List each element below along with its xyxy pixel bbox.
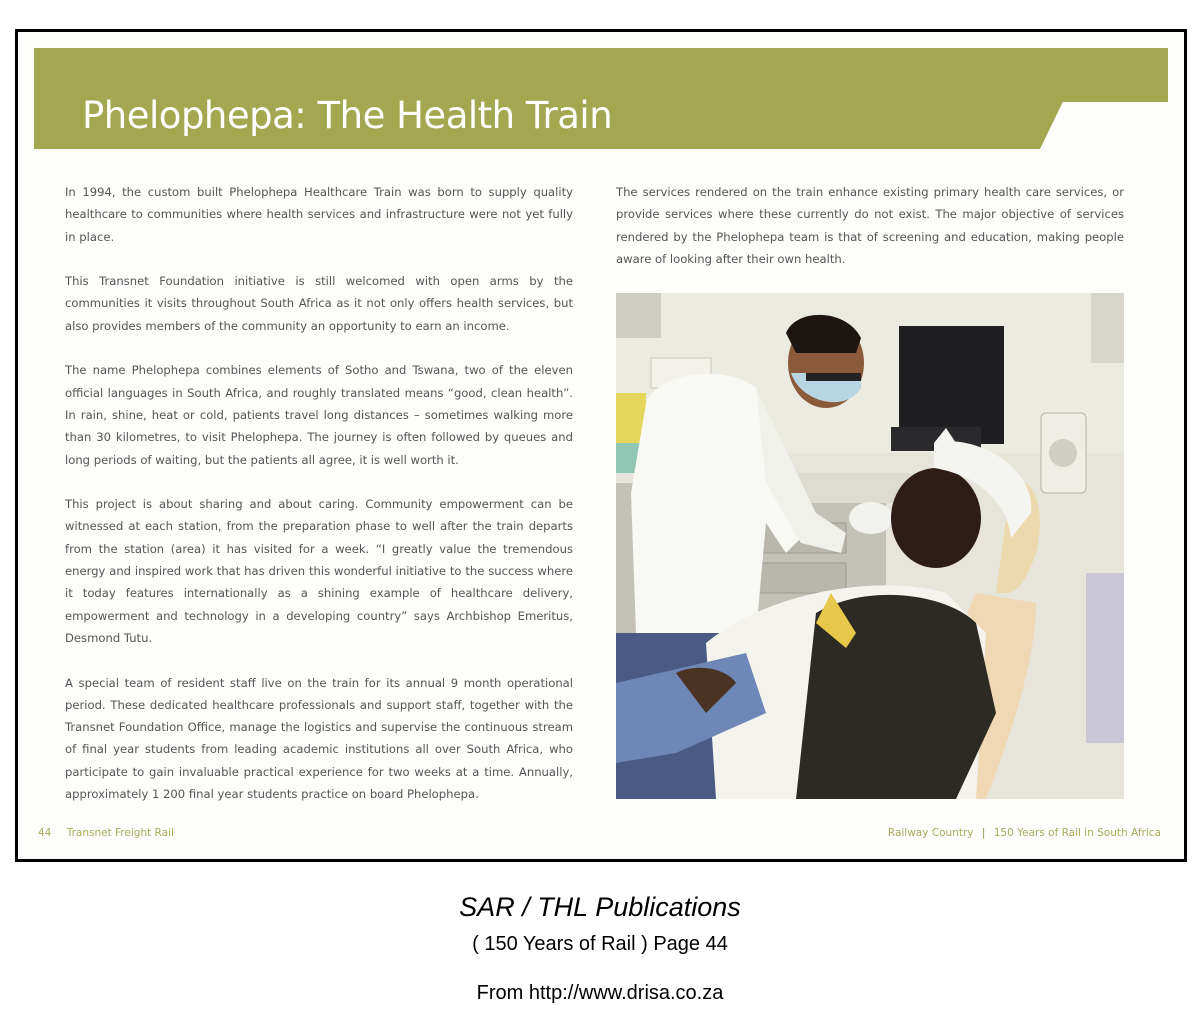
footer-left xyxy=(38,827,174,839)
paragraph: In 1994, the custom built Phelophepa Healthcare Train was born to supply quality healthcare to communities where health services and infrastructure were not yet fully in place. xyxy=(65,185,573,244)
paragraph: The services rendered on the train enhance existing primary health care services, or provide services where these currently do not exist. The major objective of services rendered by the Phelophepa team is that of screening and education, making people aware of looking after their own health. xyxy=(616,185,1124,266)
caption-page: ( 150 Years of Rail ) Page 44 xyxy=(472,933,728,955)
page-title: Phelophepa: The Health Train xyxy=(82,94,613,137)
paragraph: This Transnet Foundation initiative is still welcomed with open arms by the communities it visits throughout South Africa as it not only offers health services, but also provides members of the community an opportunity to earn an income. xyxy=(65,274,573,333)
footer-section: Railway Country xyxy=(887,827,974,839)
footer-publication: Transnet Freight Rail xyxy=(66,827,174,839)
dentist-photo xyxy=(616,293,1124,799)
banner-notch xyxy=(1040,102,1174,149)
title-banner xyxy=(34,48,1168,149)
footer-separator: | xyxy=(981,827,986,839)
paragraph: This project is about sharing and about caring. Community empowerment can be witnessed at each station, from the preparation phase to well after the train departs from the station (area) it has visited for a week. “I greatly value the tremendous energy and inspired work that has driven this wonderful initiative to the success where it today features internationally as a shining example of healthcare delivery, empowerment and technology in a developing country” says Archbishop Emeritus, Desmond Tutu. xyxy=(65,497,573,645)
magazine-page xyxy=(15,29,1187,862)
paragraph: A special team of resident staff live on the train for its annual 9 month operational period. These dedicated healthcare professionals and support staff, together with the Transnet Foundation Office, manage the logistics and supervise the continuous stream of final year students from leading academic institutions all over South Africa, who participate to gain invaluable practical experience for two weeks at a time. Annually, approximately 1 200 final year students practice on board Phelophepa. xyxy=(65,675,573,802)
footer-book-title: 150 Years of Rail in South Africa xyxy=(993,827,1161,839)
right-column xyxy=(616,181,1124,292)
caption-publication: SAR / THL Publications xyxy=(459,892,741,922)
caption-source: From http://www.drisa.co.za xyxy=(476,982,724,1004)
left-column xyxy=(65,181,573,828)
page-number: 44 xyxy=(38,827,52,839)
paragraph: The name Phelophepa combines elements of Sotho and Tswana, two of the eleven official languages in South Africa, and roughly translated means “good, clean health”. In rain, shine, heat or cold, patients travel long distances – sometimes walking more than 30 kilometres, to visit Phelophepa. The journey is often followed by queues and long periods of waiting, but the patients all agree, it is well worth it. xyxy=(65,363,573,467)
footer-right xyxy=(888,827,1161,839)
